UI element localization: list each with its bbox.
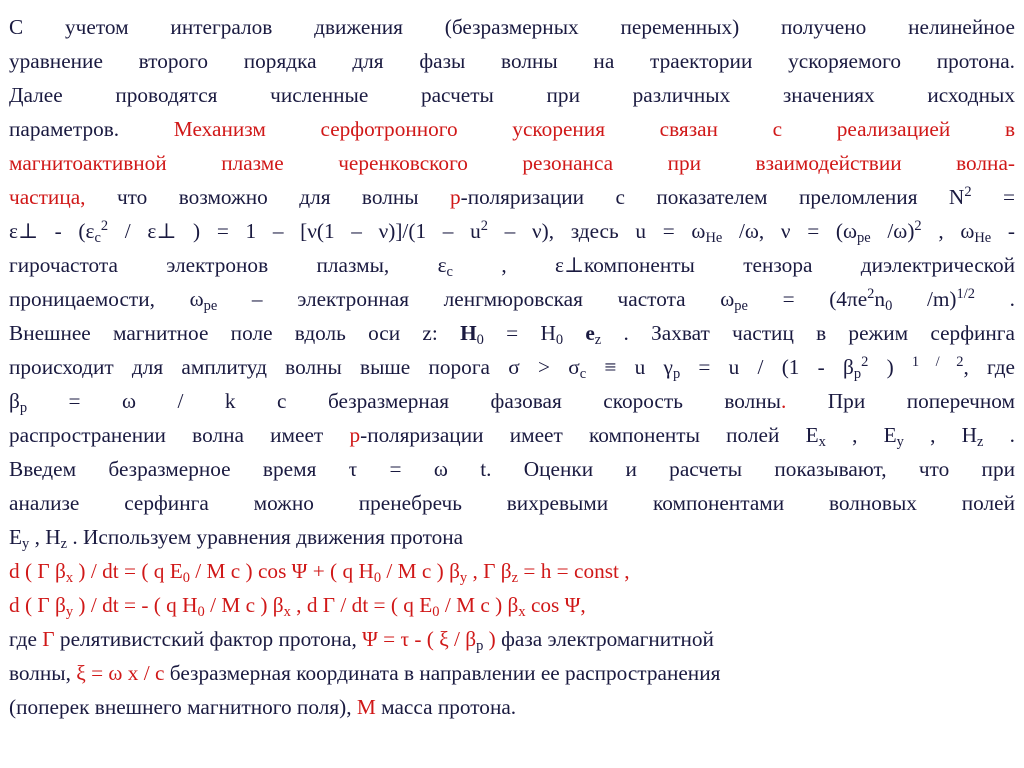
- paragraph-line: магнитоактивной плазме черенковского резонанса при взаимодействии волна-: [9, 151, 1015, 175]
- slide-text-body: [9, 10, 1015, 724]
- equation-line: d ( Γ $\beta_x$ ) / dt = ( q $E_0$ / M c ) cos Ψ + ( q $H_0$ / M c ) $\beta_y$ , Γ $\beta_z = h$ = const ,: [9, 559, 630, 587]
- paragraph-line: анализе серфинга можно пренебречь вихревыми компонентами волновых полей: [9, 491, 1015, 515]
- equation-line: d ( Γ $\beta_y$ ) / dt = - ( q $H_0$ / M c ) $\beta_x$ , d Γ / dt = ( q $E_0$ / M c ) $\beta_x$ cos Ψ,: [9, 593, 586, 621]
- closing-line: где Γ релятивистский фактор протона, Ψ = τ - ( ξ / $\beta_p$ ) фаза электромагнитной: [9, 627, 714, 655]
- closing-line: волны, ξ = ω x / c безразмерная координата в направлении ее распространения: [9, 661, 721, 685]
- paragraph-line: гирочастота электронов плазмы, $\varepsilon_c$ , ε⊥компоненты тензора диэлектрической: [9, 253, 1015, 281]
- paragraph-line: ε⊥ - ($\varepsilon_c^2$ / ε⊥ ) = $1 - [\nu(1 - \nu)]/(1 - u^2 - \nu)$, здесь $u = \omega_{He}$ /ω, $\nu = (\omega_{pe}$ /ω)$^2$ , $\omega_{He}$ -: [9, 218, 1016, 247]
- paragraph-line: происходит для амплитуд волны выше порога $\sigma > \sigma_c \equiv u$ $\gamma_p = u / (1 - \beta_p^2$ ) $^{1 / 2}$, где: [9, 354, 1015, 383]
- paragraph-line: Далее проводятся численные расчеты при различных значениях исходных: [9, 83, 1015, 107]
- paragraph-line: распространении волна имеет p-поляризации имеет компоненты полей $E_x$ , $E_y$ , $H_z$ .: [9, 423, 1015, 451]
- paragraph-line: С учетом интегралов движения (безразмерных переменных) получено нелинейное: [9, 15, 1015, 39]
- paragraph-line: частица, что возможно для волны p-поляризации с показателем преломления $N^2$ =: [9, 184, 1015, 209]
- paragraph-line: Введем безразмерное время τ = ω t. Оценки и расчеты показывают, что при: [9, 457, 1015, 481]
- closing-line: (поперек внешнего магнитного поля), M масса протона.: [9, 695, 517, 719]
- paragraph-line: Внешнее магнитное поле вдоль оси z: $H_0 = H_0$ $e_z$ . Захват частиц в режим серфинга: [9, 321, 1015, 349]
- paragraph-line: уравнение второго порядка для фазы волны на траектории ускоряемого протона.: [9, 49, 1015, 73]
- paragraph-line: проницаемости, $\omega_{pe}$ – электронная ленгмюровская частота $\omega_{pe} = (4\pi e^2n_0$ /m)$^{1/2}$ .: [9, 286, 1015, 315]
- paragraph-line: $E_y$ , $H_z$ . Используем уравнения движения протона: [9, 525, 464, 553]
- paragraph-line: параметров. Механизм серфотронного ускорения связан с реализацией в: [9, 117, 1015, 141]
- paragraph-line: $\beta_p = \omega / k$ c безразмерная фазовая скорость волны. При поперечном: [9, 389, 1015, 417]
